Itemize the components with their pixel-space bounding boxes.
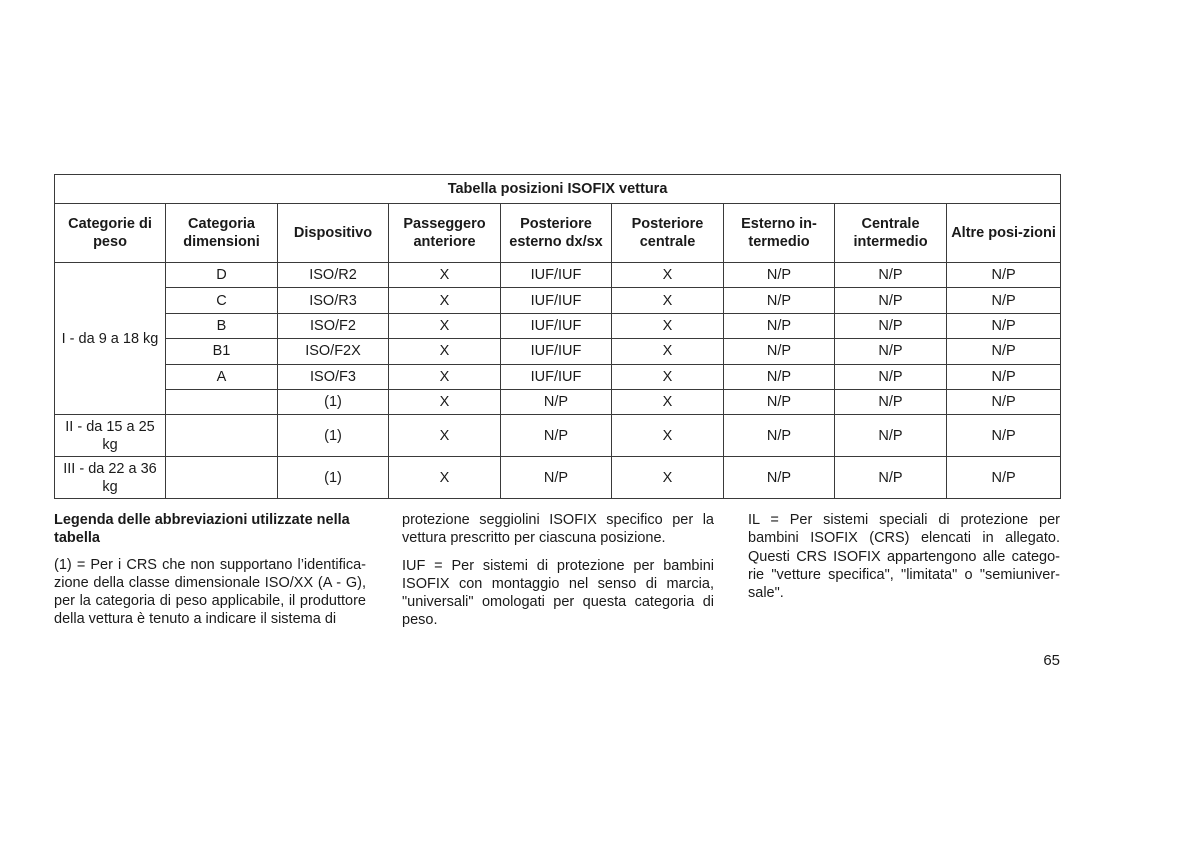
legend-column-1 (54, 511, 366, 629)
header-posteriore-centrale: Posteriore centrale (612, 204, 724, 263)
table-cell: ISO/R3 (278, 288, 389, 313)
table-cell: IUF/IUF (501, 263, 612, 288)
table-cell: B1 (166, 339, 278, 364)
legend-heading: Legenda delle abbreviazioni utilizzate nella tabella (54, 512, 350, 547)
table-cell: X (612, 457, 724, 499)
header-categorie-peso: Categorie di peso (55, 204, 166, 263)
weight-category-cell: I - da 9 a 18 kg (55, 263, 166, 415)
table-cell: X (389, 339, 501, 364)
table-cell: N/P (947, 313, 1061, 338)
header-posteriore-esterno: Posteriore esterno dx/sx (501, 204, 612, 263)
table-cell: (1) (278, 415, 389, 457)
table-cell: X (612, 313, 724, 338)
table-cell: X (389, 263, 501, 288)
legend-note-1-continued: protezione seggiolini ISOFIX specifico per la vettura prescritto per ciascuna posizione. (402, 512, 714, 547)
table-cell: ISO/F2 (278, 313, 389, 338)
table-cell: IUF/IUF (501, 288, 612, 313)
table-row (55, 339, 1061, 364)
page-number: 65 (1043, 652, 1060, 669)
table-cell: ISO/F3 (278, 364, 389, 389)
header-passeggero-anteriore: Passeggero anteriore (389, 204, 501, 263)
table-cell: N/P (724, 288, 835, 313)
table-cell: X (612, 364, 724, 389)
table-cell (166, 415, 278, 457)
table-cell: B (166, 313, 278, 338)
table-row (55, 457, 1061, 499)
table-cell: (1) (278, 457, 389, 499)
weight-category-cell: III - da 22 a 36 kg (55, 457, 166, 499)
table-cell: (1) (278, 389, 389, 414)
legend-column-2 (402, 511, 714, 630)
table-cell: N/P (835, 389, 947, 414)
legend-iuf: IUF = Per sistemi di protezione per bambini ISOFIX con montaggio nel senso di marcia, "universali" omologati per questa categoria di peso. (402, 557, 714, 629)
table-cell: X (612, 339, 724, 364)
isofix-position-table (54, 174, 1061, 499)
table-row (55, 313, 1061, 338)
header-categoria-dimensioni: Categoria dimensioni (166, 204, 278, 263)
table-cell: N/P (947, 364, 1061, 389)
table-cell: X (389, 288, 501, 313)
table-cell: N/P (947, 288, 1061, 313)
table-cell: X (389, 389, 501, 414)
table-cell: ISO/F2X (278, 339, 389, 364)
table-cell (166, 389, 278, 414)
table-title: Tabella posizioni ISOFIX vettura (55, 175, 1061, 204)
table-cell: N/P (724, 263, 835, 288)
table-cell: N/P (835, 313, 947, 338)
table-cell: N/P (835, 457, 947, 499)
legend-note-1: (1) = Per i CRS che non supportano l’identifica-zione della classe dimensionale ISO/XX (A - G), per la categoria di peso applicabile, il produttore della vettura è tenuto a indicare il sistema di (54, 556, 366, 628)
table-cell: A (166, 364, 278, 389)
table-cell: N/P (947, 457, 1061, 499)
table-cell: X (389, 415, 501, 457)
table-cell: X (612, 415, 724, 457)
table-cell: C (166, 288, 278, 313)
table-cell: N/P (501, 457, 612, 499)
table-cell: N/P (501, 415, 612, 457)
table-cell: D (166, 263, 278, 288)
table-cell: IUF/IUF (501, 313, 612, 338)
table-cell: X (389, 313, 501, 338)
weight-category-cell: II - da 15 a 25 kg (55, 415, 166, 457)
table-row (55, 263, 1061, 288)
table-cell: N/P (724, 313, 835, 338)
table-cell: ISO/R2 (278, 263, 389, 288)
table-row (55, 415, 1061, 457)
table-cell: X (389, 457, 501, 499)
table-cell: N/P (947, 389, 1061, 414)
table-cell: N/P (835, 263, 947, 288)
table-row (55, 389, 1061, 414)
table-cell: N/P (724, 339, 835, 364)
table-cell: N/P (724, 364, 835, 389)
table-cell: X (612, 389, 724, 414)
table-cell: N/P (947, 263, 1061, 288)
table-cell: N/P (835, 415, 947, 457)
header-esterno-intermedio: Esterno in-termedio (724, 204, 835, 263)
table-row (55, 288, 1061, 313)
header-dispositivo: Dispositivo (278, 204, 389, 263)
table-cell: N/P (724, 389, 835, 414)
table-row (55, 364, 1061, 389)
table-cell: N/P (501, 389, 612, 414)
table-cell (166, 457, 278, 499)
table-cell: N/P (947, 415, 1061, 457)
table-cell: X (612, 263, 724, 288)
table-cell: X (389, 364, 501, 389)
table-cell: N/P (724, 415, 835, 457)
header-altre-posizioni: Altre posi-zioni (947, 204, 1061, 263)
table-cell: N/P (835, 339, 947, 364)
legend-column-3 (748, 511, 1060, 602)
table-cell: N/P (724, 457, 835, 499)
table-cell: IUF/IUF (501, 339, 612, 364)
table-cell: N/P (947, 339, 1061, 364)
legend-il: IL = Per sistemi speciali di protezione per bambini ISOFIX (CRS) elencati in allegato. Questi CRS ISOFIX appartengono alle catego-rie "vetture specifica", "limitata" o "semiuniver-sale". (748, 512, 1060, 602)
header-centrale-intermedio: Centrale intermedio (835, 204, 947, 263)
table-cell: X (612, 288, 724, 313)
table-cell: N/P (835, 364, 947, 389)
table-cell: N/P (835, 288, 947, 313)
table-cell: IUF/IUF (501, 364, 612, 389)
